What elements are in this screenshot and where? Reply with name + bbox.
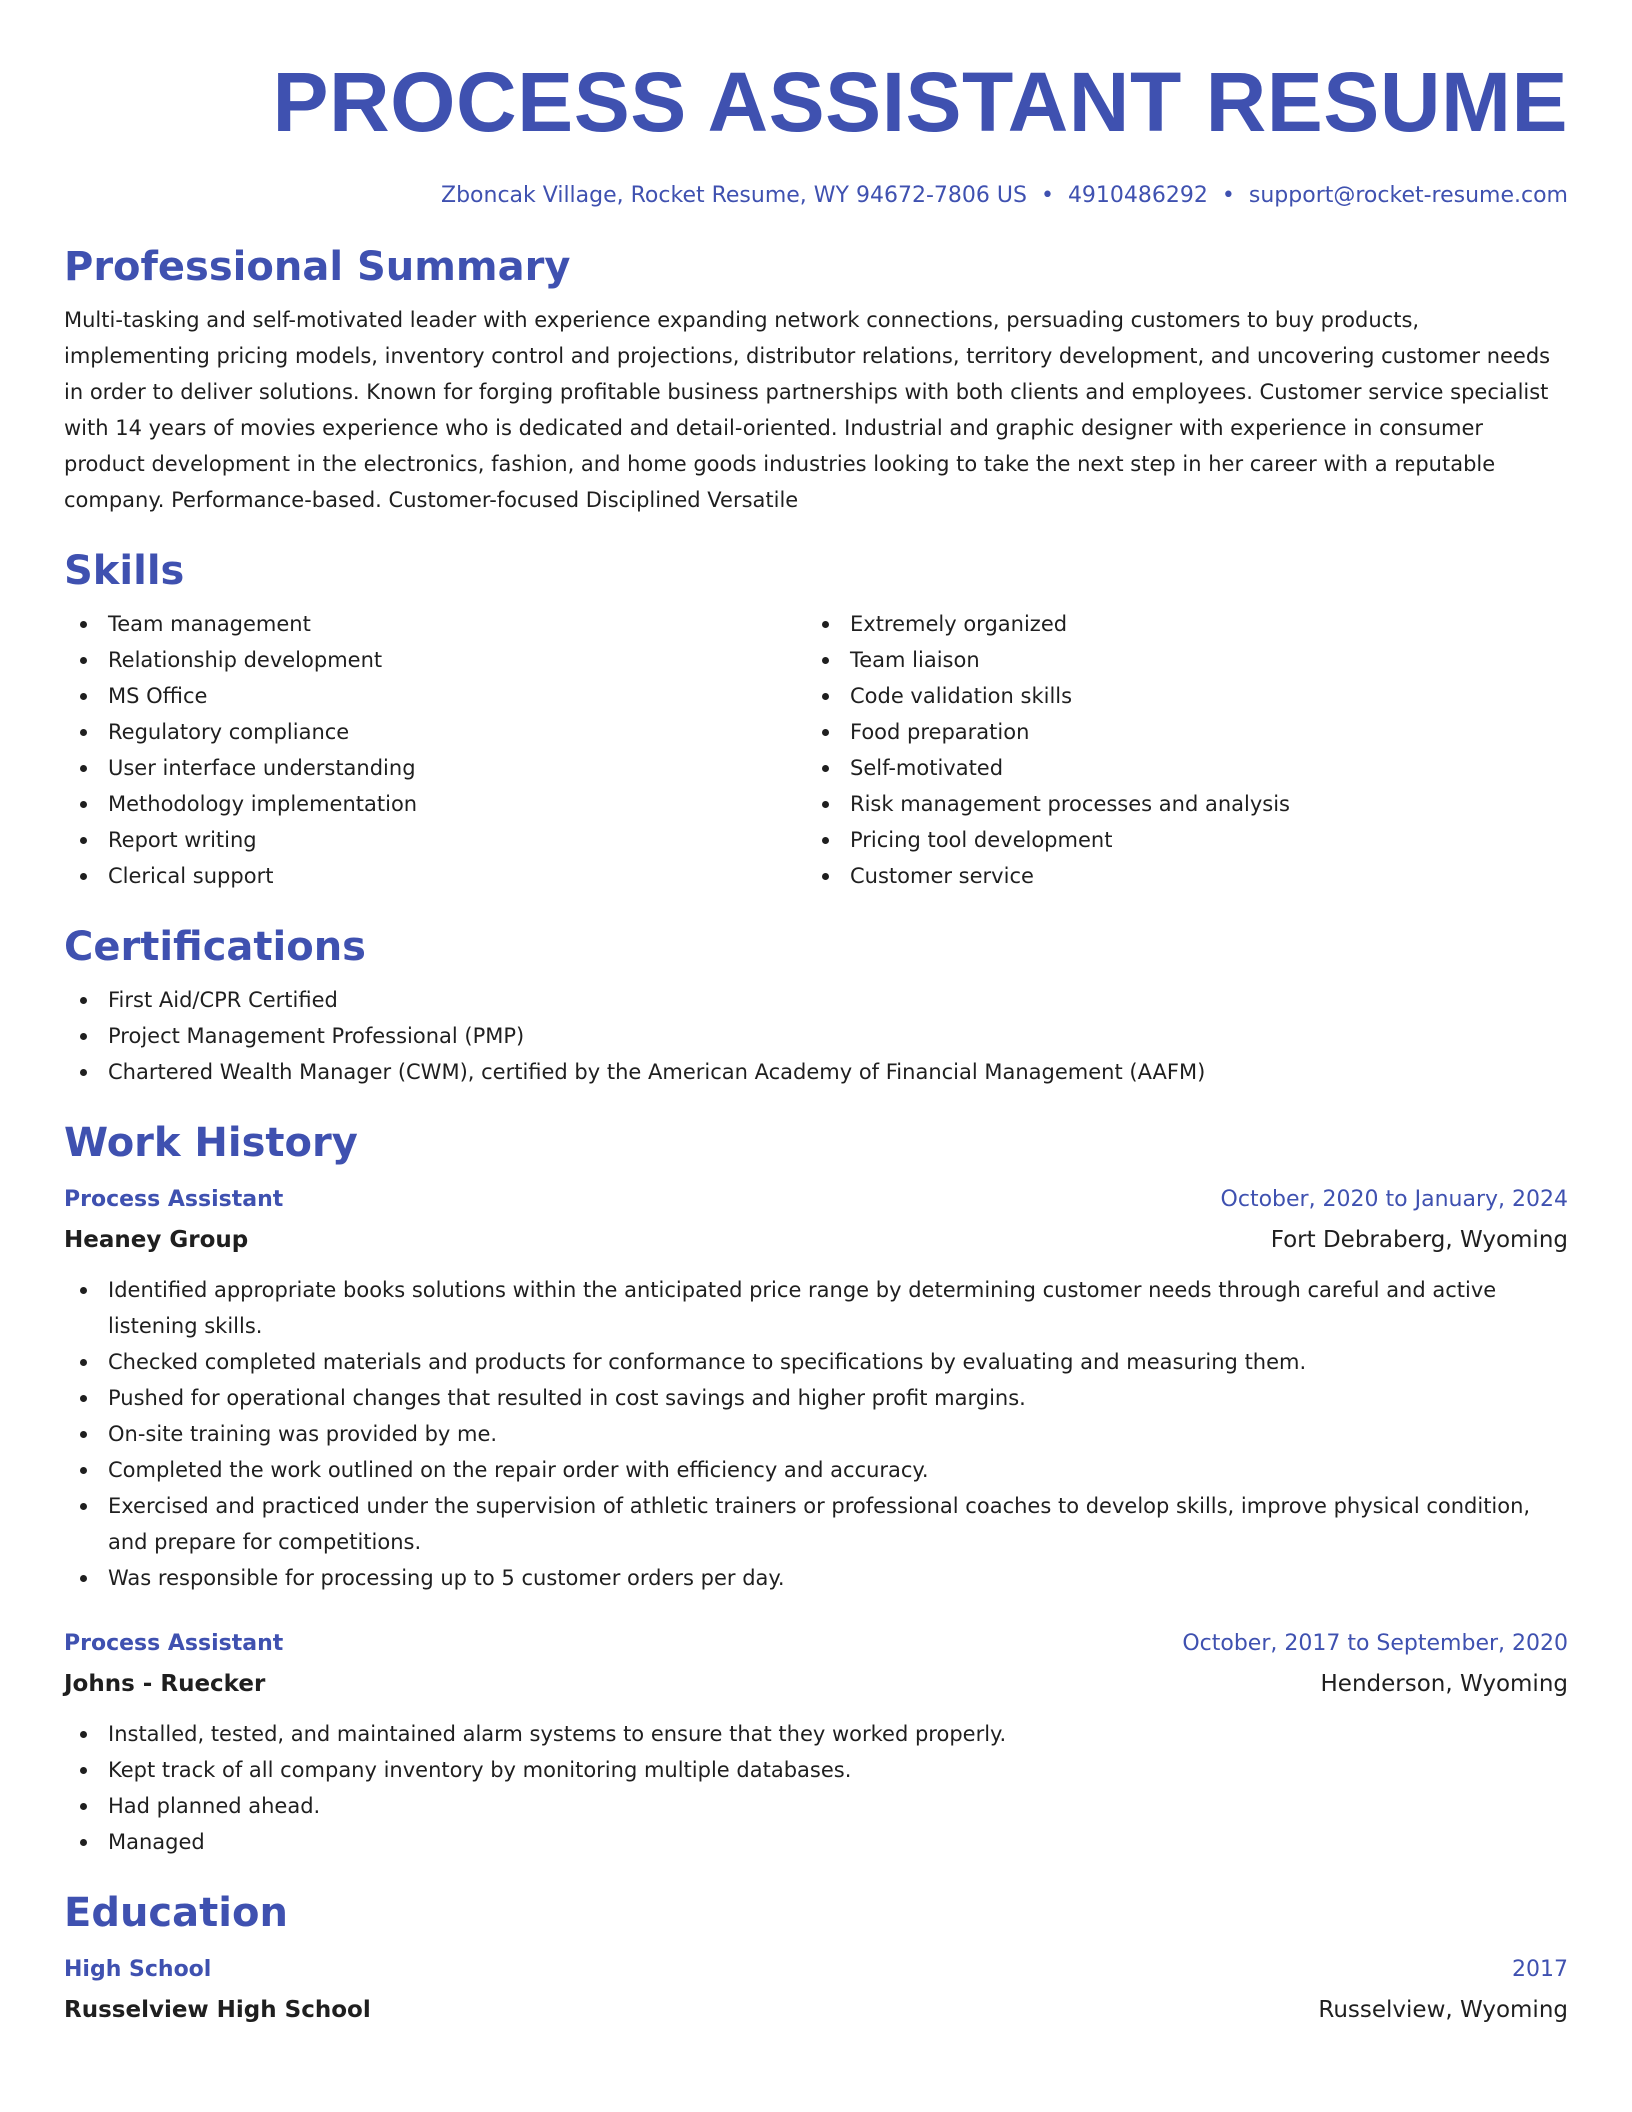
job-bullet: Was responsible for processing up to 5 customer orders per day. bbox=[64, 1560, 1568, 1596]
skill-item: Regulatory compliance bbox=[64, 714, 806, 750]
contact-phone[interactable]: 4910486292 bbox=[1067, 183, 1208, 208]
contact-email[interactable]: support@rocket-resume.com bbox=[1248, 183, 1568, 208]
education-header bbox=[64, 1952, 1568, 1988]
skill-item: Team management bbox=[64, 606, 806, 642]
job-company: Heaney Group bbox=[64, 1227, 249, 1253]
education-school: Russelview High School bbox=[64, 1997, 371, 2023]
certifications-list bbox=[64, 982, 1568, 1090]
job-header bbox=[64, 1182, 1568, 1218]
education-location: Russelview, Wyoming bbox=[1318, 1997, 1568, 2023]
section-title-education: Education bbox=[64, 1890, 288, 1936]
job-dates: October, 2020 to January, 2024 bbox=[1220, 1187, 1568, 1212]
education-subheader bbox=[64, 1992, 1568, 2028]
skill-item: Self-motivated bbox=[806, 750, 1548, 786]
contact-line bbox=[64, 180, 1568, 212]
job-role: Process Assistant bbox=[64, 1631, 284, 1656]
skills-list-right bbox=[806, 606, 1548, 894]
skill-item: Pricing tool development bbox=[806, 822, 1548, 858]
job-bullet: Had planned ahead. bbox=[64, 1788, 1568, 1824]
skill-item: Team liaison bbox=[806, 642, 1548, 678]
summary-text: Multi-tasking and self-motivated leader with experience expanding network connections, persuading customers to buy products, implementing pricing models, inventory control and projections, distributor relations, territory development, and uncovering customer needs in order to deliver solutions. Known for forging profitable business partnerships with both clients and employees. Customer service specialist with 14 years of movies experience who is dedicated and detail-oriented. Industrial and graphic designer with experience in consumer product development in the electronics, fashion, and home goods industries looking to take the next step in her career with a reputable company. Performance-based. Customer-focused Disciplined Versatile bbox=[64, 308, 1551, 512]
skills-grid bbox=[64, 606, 1568, 894]
skill-item: Clerical support bbox=[64, 858, 806, 894]
education-year: 2017 bbox=[1512, 1957, 1568, 1982]
education-degree: High School bbox=[64, 1957, 212, 1982]
job-subheader bbox=[64, 1666, 1568, 1702]
job-role: Process Assistant bbox=[64, 1187, 284, 1212]
skill-item: User interface understanding bbox=[64, 750, 806, 786]
certification-item: First Aid/CPR Certified bbox=[64, 982, 1568, 1018]
resume-title: PROCESS ASSISTANT RESUME bbox=[272, 55, 1568, 149]
job-bullet: Managed bbox=[64, 1824, 1568, 1860]
section-title-skills: Skills bbox=[64, 548, 185, 594]
job-bullet: Identified appropriate books solutions within the anticipated price range by determining customer needs through careful and active listening skills. bbox=[64, 1272, 1568, 1344]
skill-item: Relationship development bbox=[64, 642, 806, 678]
contact-address: Zboncak Village, Rocket Resume, WY 94672-7806 US bbox=[441, 183, 1027, 208]
section-title-summary: Professional Summary bbox=[64, 244, 571, 290]
contact-separator: • bbox=[1221, 183, 1235, 208]
skill-item: Report writing bbox=[64, 822, 806, 858]
job-location: Henderson, Wyoming bbox=[1320, 1671, 1568, 1697]
education-entry bbox=[64, 1952, 1568, 2028]
job-bullet: Installed, tested, and maintained alarm systems to ensure that they worked properly. bbox=[64, 1716, 1568, 1752]
job-header bbox=[64, 1626, 1568, 1662]
job-bullet: Kept track of all company inventory by monitoring multiple databases. bbox=[64, 1752, 1568, 1788]
job-bullet: Checked completed materials and products for conformance to specifications by evaluating and measuring them. bbox=[64, 1344, 1568, 1380]
job-bullet: Pushed for operational changes that resulted in cost savings and higher profit margins. bbox=[64, 1380, 1568, 1416]
job-dates: October, 2017 to September, 2020 bbox=[1182, 1631, 1568, 1656]
skill-item: Code validation skills bbox=[806, 678, 1548, 714]
skill-item: Methodology implementation bbox=[64, 786, 806, 822]
job-subheader bbox=[64, 1222, 1568, 1258]
job-entry bbox=[64, 1626, 1568, 1860]
job-bullet: Exercised and practiced under the supervision of athletic trainers or professional coaches to develop skills, improve physical condition, and prepare for competitions. bbox=[64, 1488, 1568, 1560]
skill-item: Risk management processes and analysis bbox=[806, 786, 1548, 822]
skill-item: Extremely organized bbox=[806, 606, 1548, 642]
skill-item: Food preparation bbox=[806, 714, 1548, 750]
job-bullets bbox=[64, 1716, 1568, 1860]
skill-item: MS Office bbox=[64, 678, 806, 714]
section-title-work-history: Work History bbox=[64, 1120, 358, 1166]
job-location: Fort Debraberg, Wyoming bbox=[1270, 1227, 1568, 1253]
certification-item: Chartered Wealth Manager (CWM), certified by the American Academy of Financial Management (AAFM) bbox=[64, 1054, 1568, 1090]
section-title-certifications: Certifications bbox=[64, 924, 366, 970]
contact-separator: • bbox=[1040, 183, 1054, 208]
job-bullet: On-site training was provided by me. bbox=[64, 1416, 1568, 1452]
certification-item: Project Management Professional (PMP) bbox=[64, 1018, 1568, 1054]
job-bullets bbox=[64, 1272, 1568, 1596]
job-entry bbox=[64, 1182, 1568, 1596]
job-company: Johns - Ruecker bbox=[64, 1671, 266, 1697]
job-bullet: Completed the work outlined on the repair order with efficiency and accuracy. bbox=[64, 1452, 1568, 1488]
skills-list-left bbox=[64, 606, 806, 894]
skill-item: Customer service bbox=[806, 858, 1548, 894]
